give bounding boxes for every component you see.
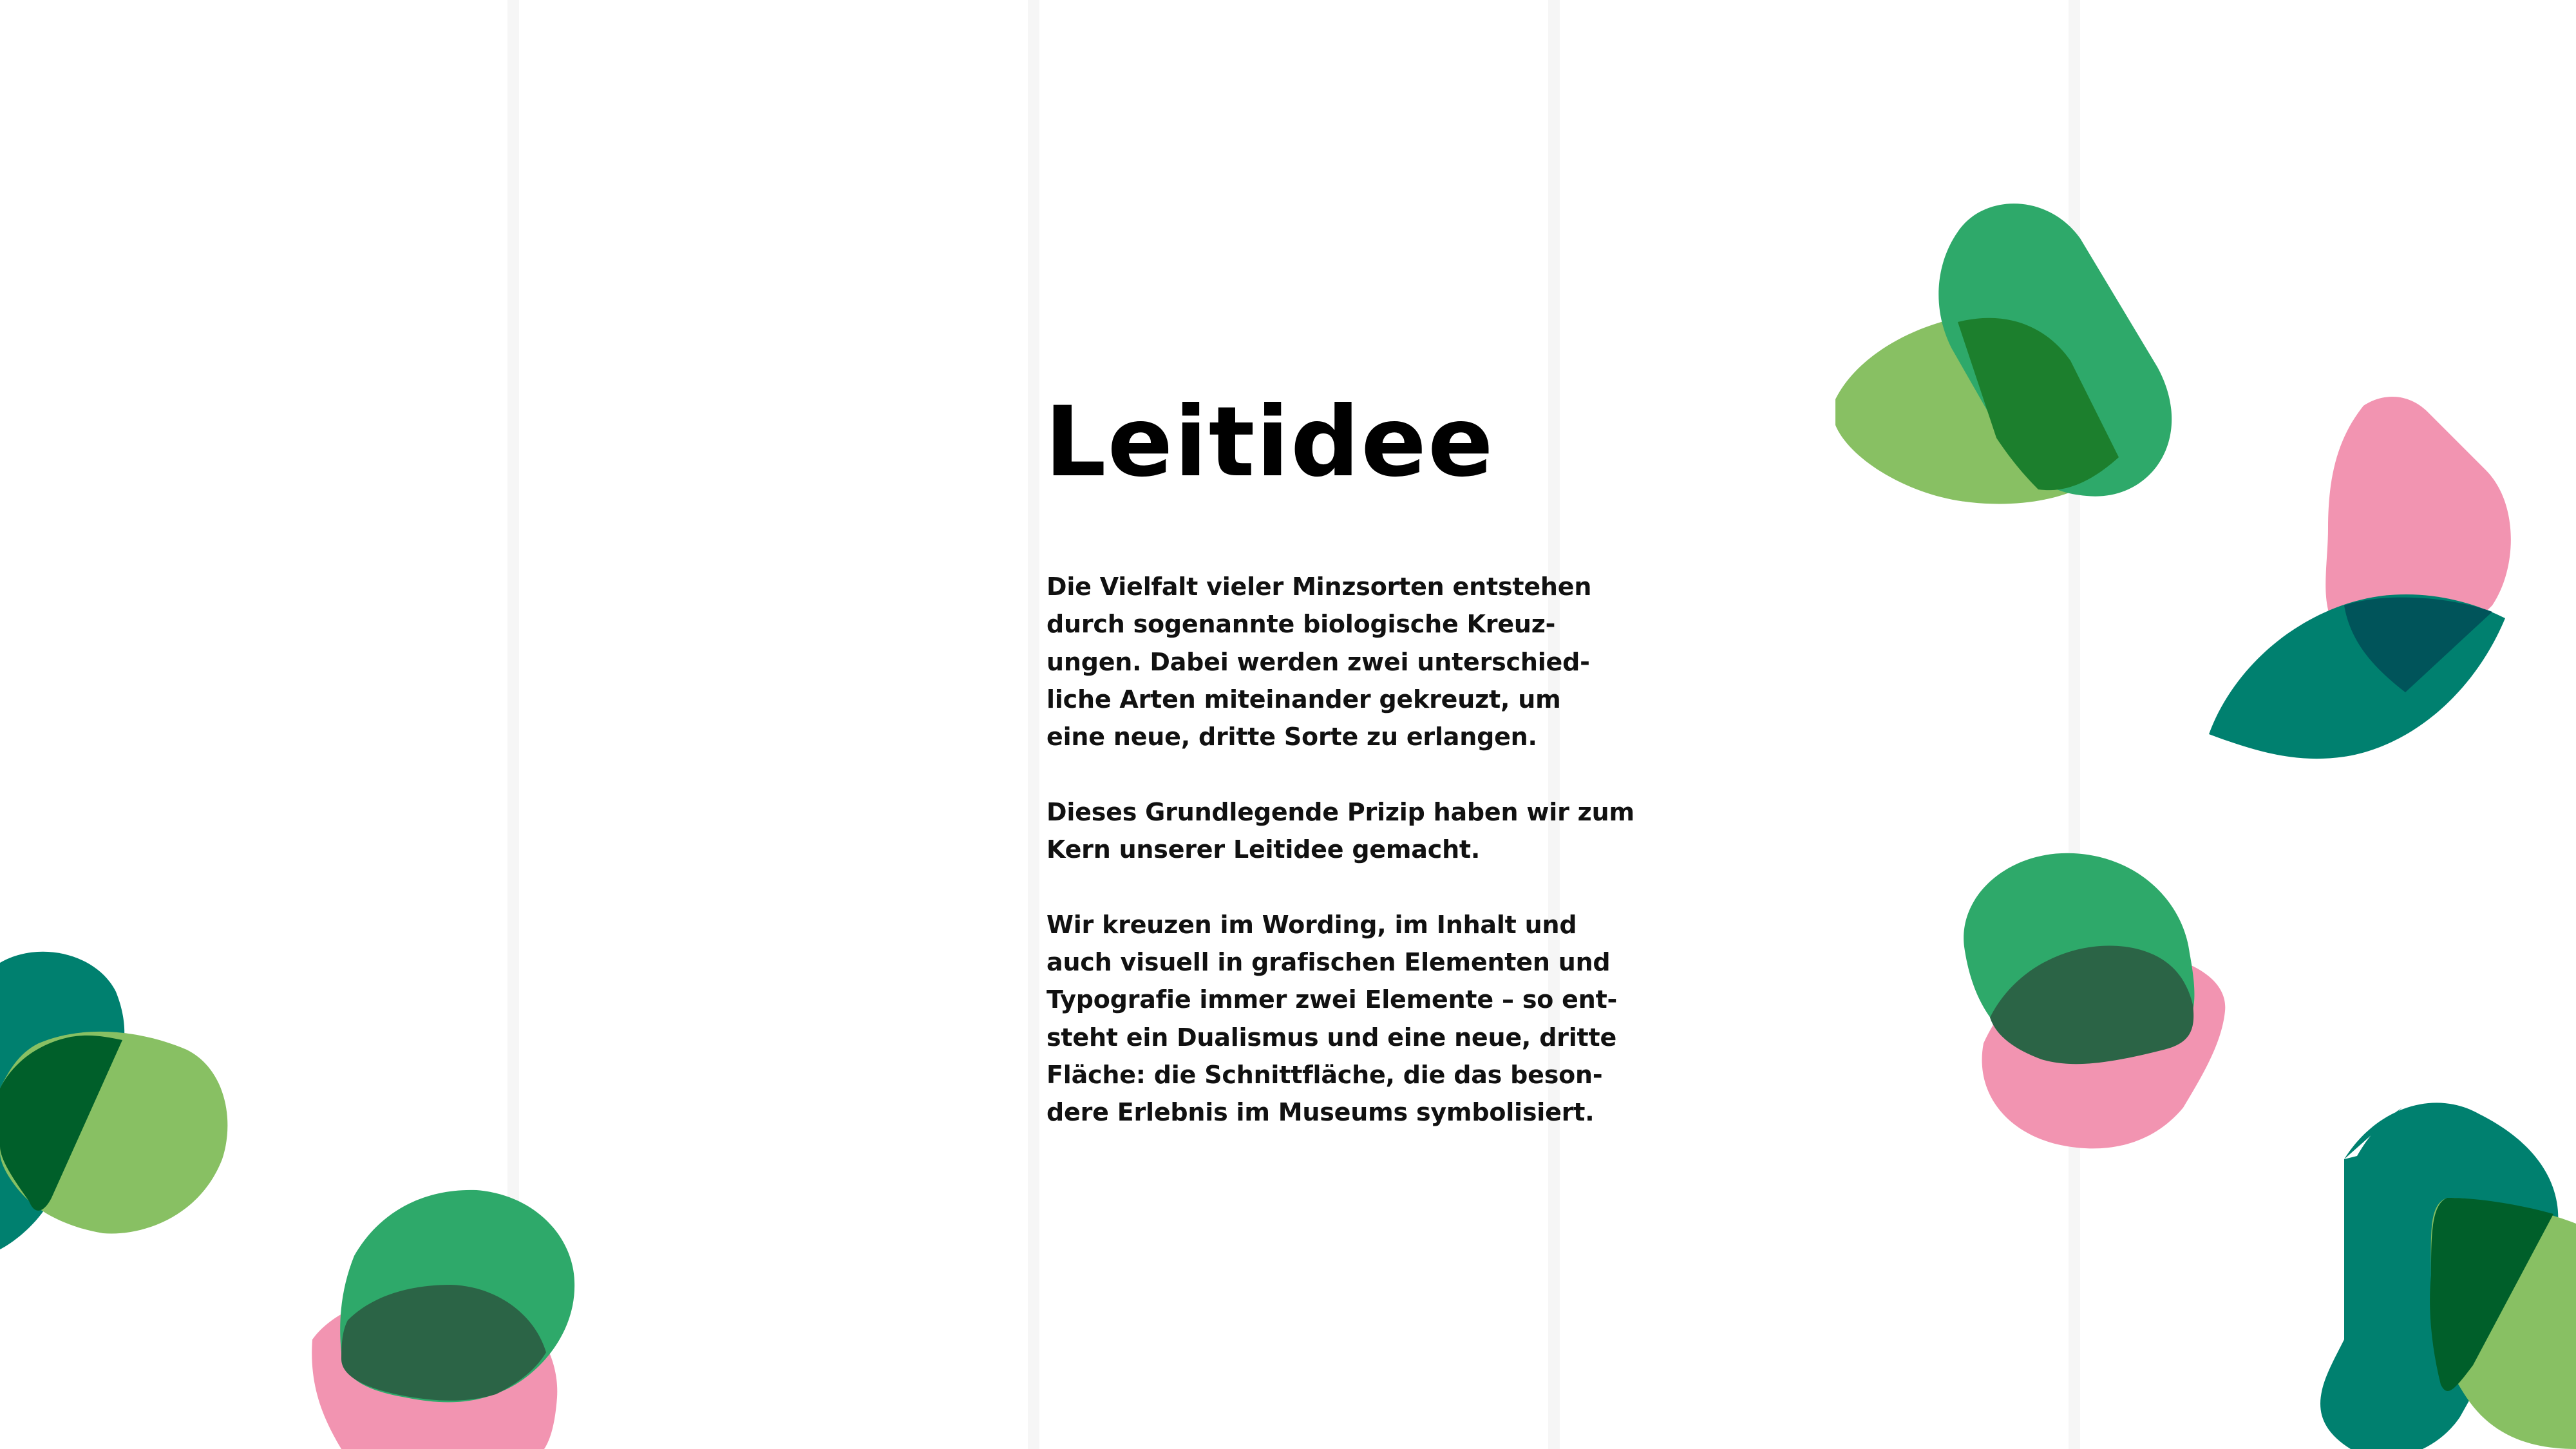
paragraph-line: liche Arten miteinander gekreuzt, um <box>1046 685 1561 714</box>
page-title <box>1045 385 1534 498</box>
paragraph-line: ungen. Dabei werden zwei unterschied- <box>1046 647 1590 676</box>
leaf-cluster-bottom-left <box>0 952 227 1249</box>
paragraph <box>1046 793 1634 869</box>
paragraph-line: durch sogenannte biologische Kreuz- <box>1046 610 1556 639</box>
leaf-cluster-bottom-center-left <box>312 1190 574 1449</box>
paragraph-line: Kern unserer Leitidee gemacht. <box>1046 835 1481 864</box>
paragraph-line: Fläche: die Schnittfläche, die das beson- <box>1046 1060 1603 1089</box>
paragraph-line: Die Vielfalt vieler Minzsorten entstehen <box>1046 573 1592 601</box>
paragraph <box>1046 568 1592 755</box>
body-copy <box>1046 568 1634 1169</box>
paragraph-line: auch visuell in grafischen Elementen und <box>1046 947 1611 976</box>
paragraph-line: Wir kreuzen im Wording, im Inhalt und <box>1046 910 1577 939</box>
leaf-cluster-top-right <box>1835 204 2172 504</box>
leaf-cluster-right <box>2209 397 2511 759</box>
title-text: Leitidee <box>1045 386 1495 498</box>
leaf-cluster-bottom-right <box>2320 1103 2576 1449</box>
paragraph-line: Typografie immer zwei Elemente – so ent- <box>1046 985 1618 1014</box>
title-wordmark <box>1045 385 1495 498</box>
paragraph-line: dere Erlebnis im Museums symbolisiert. <box>1046 1098 1595 1127</box>
paragraph <box>1046 906 1618 1132</box>
paragraph-line: eine neue, dritte Sorte zu erlangen. <box>1046 723 1537 752</box>
paragraph-line: steht ein Dualismus und eine neue, dritte <box>1046 1023 1617 1052</box>
paragraph-line: Dieses Grundlegende Prizip haben wir zum <box>1046 797 1634 826</box>
leaf-cluster-middle-right <box>1964 853 2225 1149</box>
